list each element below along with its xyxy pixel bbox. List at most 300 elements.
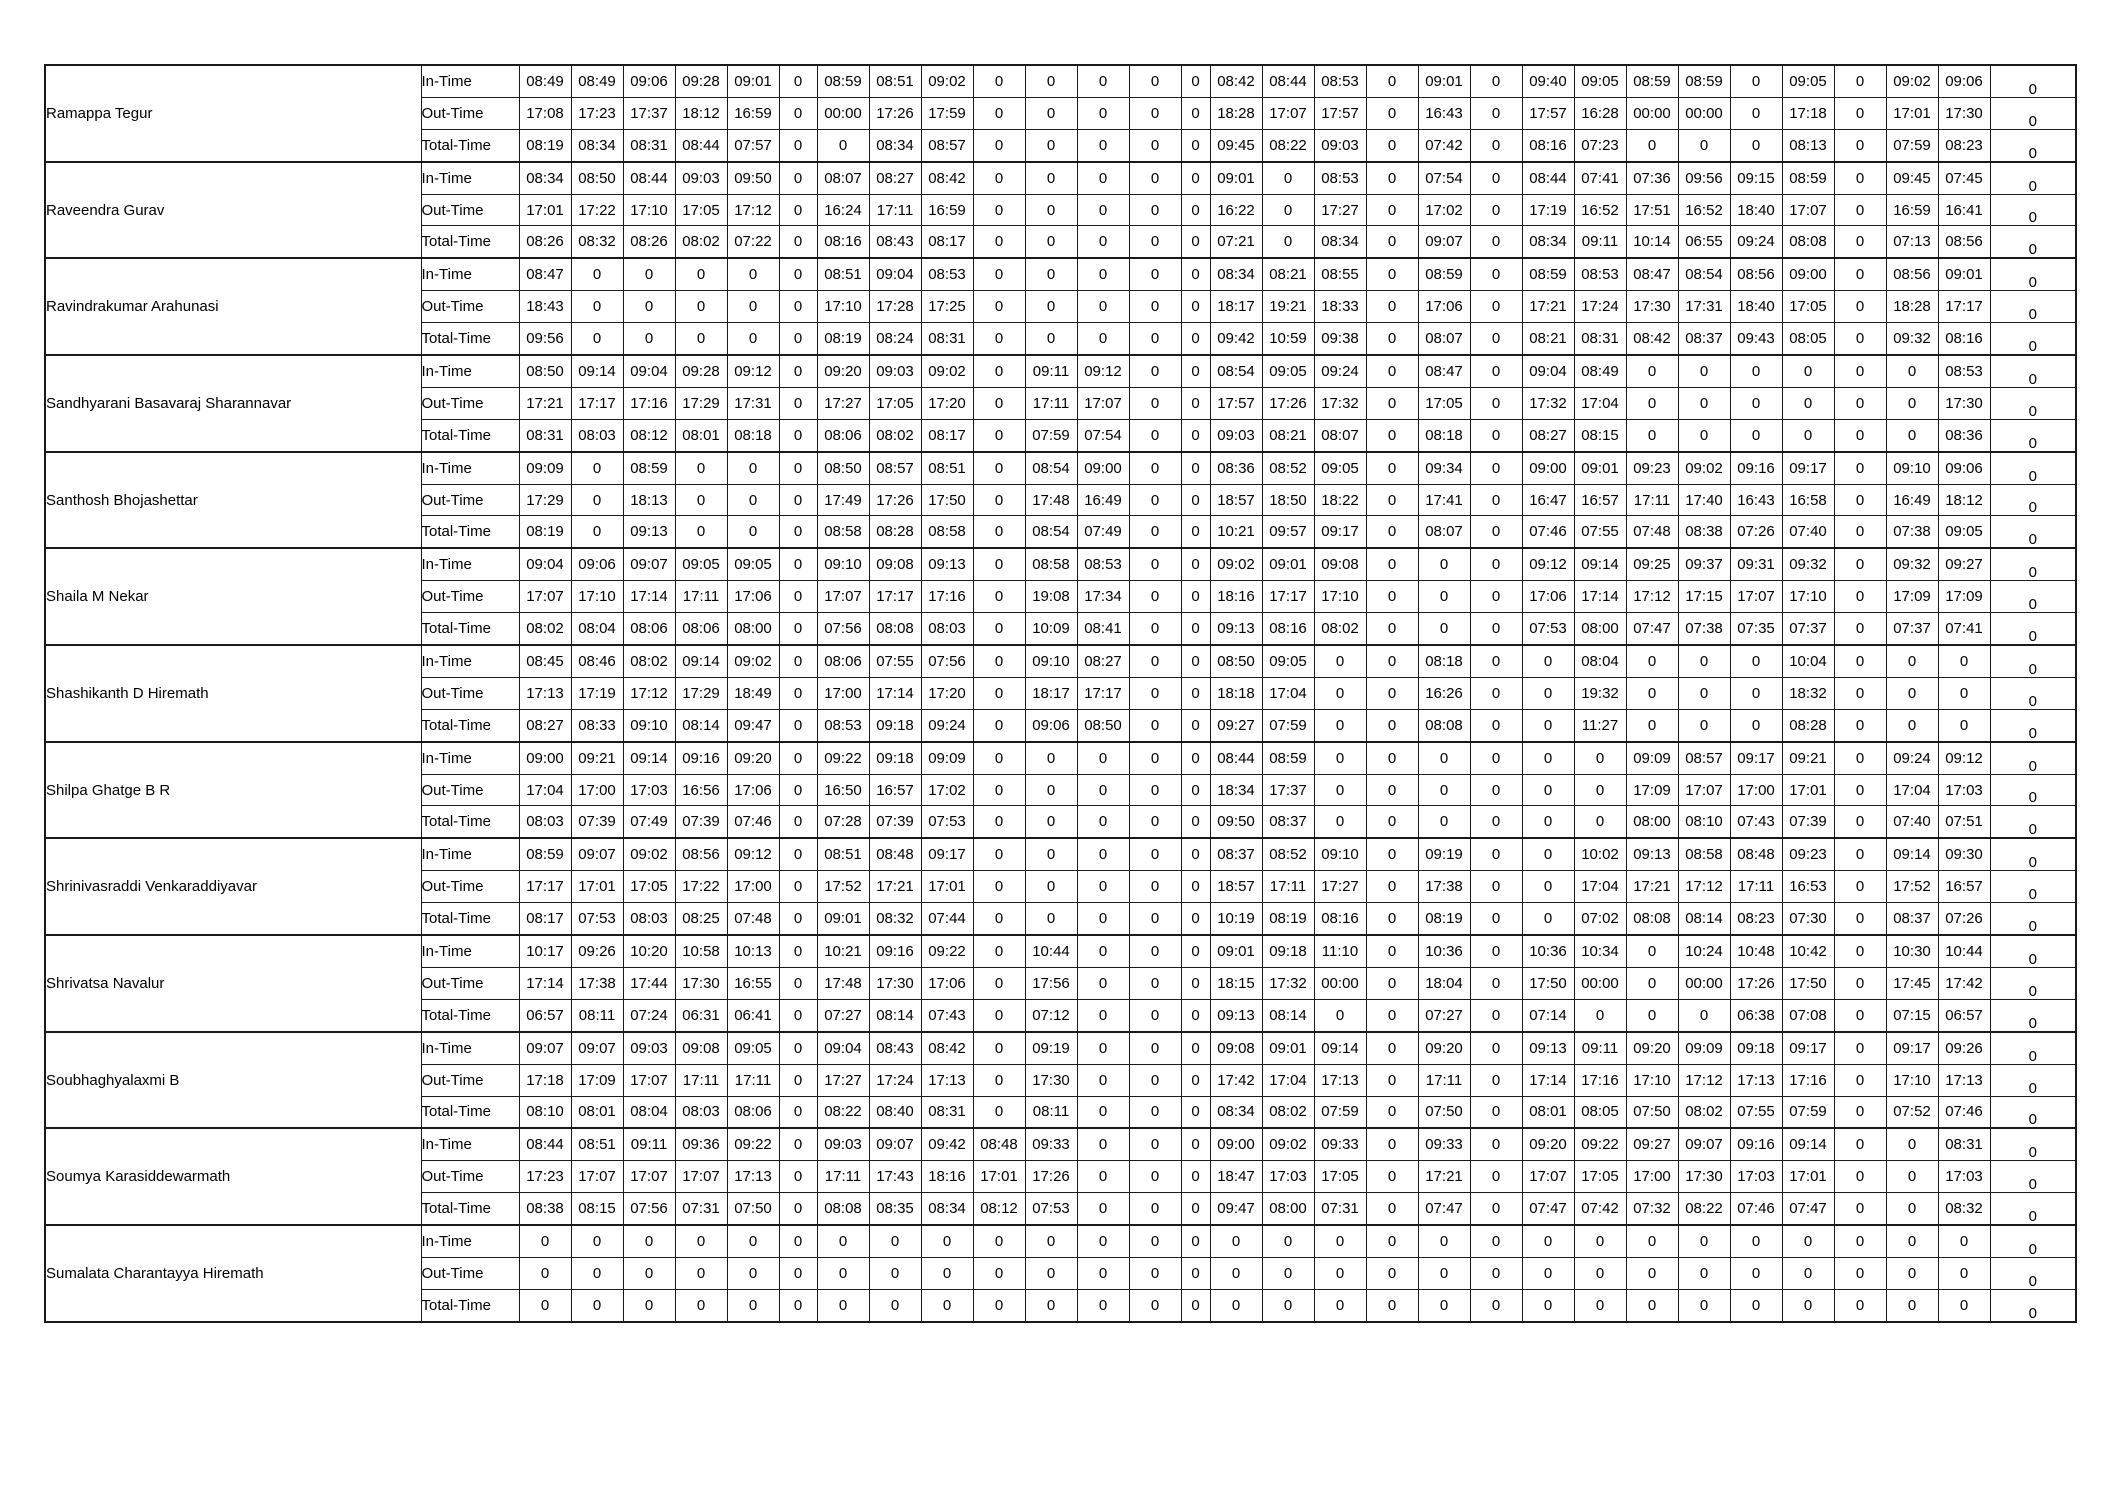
time-cell: 08:06 xyxy=(817,645,869,677)
time-cell: 09:28 xyxy=(675,65,727,97)
time-cell: 0 xyxy=(1181,871,1210,903)
time-cell: 08:31 xyxy=(1938,1128,1990,1160)
time-cell: 0 xyxy=(1834,613,1886,645)
time-cell: 0 xyxy=(1886,1161,1938,1193)
time-cell: 0 xyxy=(519,1289,571,1321)
time-cell: 08:55 xyxy=(1314,258,1366,290)
time-cell: 0 xyxy=(779,935,817,967)
time-cell: 0 xyxy=(779,194,817,226)
time-cell: 0 xyxy=(1262,194,1314,226)
time-cell: 07:14 xyxy=(1522,999,1574,1031)
time-cell: 08:27 xyxy=(519,709,571,741)
time-cell: 18:16 xyxy=(1210,581,1262,613)
time-cell: 10:04 xyxy=(1782,645,1834,677)
time-cell: 09:02 xyxy=(623,838,675,870)
summary-cell: 0 xyxy=(1990,999,2076,1031)
time-cell: 07:43 xyxy=(921,999,973,1031)
time-cell: 16:58 xyxy=(1782,484,1834,516)
time-cell: 08:01 xyxy=(571,1096,623,1128)
time-cell: 0 xyxy=(1129,967,1181,999)
time-cell: 0 xyxy=(1129,645,1181,677)
time-cell: 0 xyxy=(1834,871,1886,903)
time-cell: 09:06 xyxy=(1025,709,1077,741)
time-cell: 0 xyxy=(779,1225,817,1257)
time-cell: 10:44 xyxy=(1025,935,1077,967)
time-cell: 0 xyxy=(1129,162,1181,194)
time-cell: 09:10 xyxy=(1314,838,1366,870)
time-cell: 0 xyxy=(1782,419,1834,451)
time-cell: 08:10 xyxy=(1678,806,1730,838)
employee-block xyxy=(45,1225,2076,1322)
row-label: Total-Time xyxy=(421,613,519,645)
time-cell: 17:34 xyxy=(1077,581,1129,613)
time-cell: 08:16 xyxy=(1262,613,1314,645)
row-label: Total-Time xyxy=(421,806,519,838)
time-cell: 09:16 xyxy=(1730,452,1782,484)
time-cell: 17:27 xyxy=(1314,194,1366,226)
time-cell: 17:09 xyxy=(1626,774,1678,806)
time-cell: 17:14 xyxy=(1522,1064,1574,1096)
time-cell: 09:03 xyxy=(869,355,921,387)
employee-name-cell: Shaila M Nekar xyxy=(45,548,421,645)
time-cell: 17:11 xyxy=(1730,871,1782,903)
time-cell: 0 xyxy=(1366,742,1418,774)
row-label: In-Time xyxy=(421,258,519,290)
time-cell: 0 xyxy=(1314,774,1366,806)
time-cell: 0 xyxy=(1366,1225,1418,1257)
time-cell: 0 xyxy=(1129,999,1181,1031)
time-cell: 0 xyxy=(1522,903,1574,935)
time-cell: 08:11 xyxy=(571,999,623,1031)
time-cell: 0 xyxy=(973,1096,1025,1128)
time-cell: 08:14 xyxy=(869,999,921,1031)
time-cell: 09:01 xyxy=(1262,1032,1314,1064)
time-cell: 09:17 xyxy=(921,838,973,870)
time-cell: 17:10 xyxy=(1314,581,1366,613)
time-cell: 0 xyxy=(1129,774,1181,806)
time-cell: 08:16 xyxy=(1522,129,1574,161)
time-cell: 17:26 xyxy=(1262,387,1314,419)
time-cell: 17:06 xyxy=(1418,291,1470,323)
time-cell: 09:03 xyxy=(675,162,727,194)
row-label: In-Time xyxy=(421,838,519,870)
time-cell: 0 xyxy=(779,677,817,709)
time-cell: 08:04 xyxy=(623,1096,675,1128)
time-cell: 0 xyxy=(1834,806,1886,838)
time-cell: 17:11 xyxy=(817,1161,869,1193)
time-cell: 08:31 xyxy=(1574,323,1626,355)
time-cell: 0 xyxy=(1470,162,1522,194)
time-cell: 0 xyxy=(571,1257,623,1289)
time-cell: 08:57 xyxy=(921,129,973,161)
time-cell: 0 xyxy=(973,548,1025,580)
time-cell: 10:30 xyxy=(1886,935,1938,967)
time-cell: 0 xyxy=(973,129,1025,161)
time-cell: 08:03 xyxy=(519,806,571,838)
time-cell: 0 xyxy=(1626,709,1678,741)
time-cell: 10:48 xyxy=(1730,935,1782,967)
time-cell: 0 xyxy=(1366,935,1418,967)
time-cell: 08:59 xyxy=(623,452,675,484)
time-cell: 0 xyxy=(1470,677,1522,709)
time-cell: 18:17 xyxy=(1210,291,1262,323)
time-cell: 0 xyxy=(1834,291,1886,323)
time-cell: 10:09 xyxy=(1025,613,1077,645)
time-cell: 07:32 xyxy=(1626,1193,1678,1225)
time-cell: 18:18 xyxy=(1210,677,1262,709)
time-cell: 08:06 xyxy=(727,1096,779,1128)
time-cell: 0 xyxy=(1181,709,1210,741)
time-cell: 08:11 xyxy=(1025,1096,1077,1128)
time-cell: 17:41 xyxy=(1418,484,1470,516)
time-cell: 0 xyxy=(779,548,817,580)
time-cell: 0 xyxy=(779,226,817,258)
time-cell: 07:46 xyxy=(1730,1193,1782,1225)
summary-cell: 0 xyxy=(1990,1161,2076,1193)
time-cell: 0 xyxy=(1077,1064,1129,1096)
time-cell: 0 xyxy=(973,323,1025,355)
time-cell: 07:38 xyxy=(1678,613,1730,645)
time-cell: 09:06 xyxy=(1938,65,1990,97)
time-cell: 0 xyxy=(727,258,779,290)
time-cell: 0 xyxy=(1470,1257,1522,1289)
time-cell: 08:37 xyxy=(1678,323,1730,355)
time-cell: 00:00 xyxy=(1678,97,1730,129)
time-cell: 08:34 xyxy=(1522,226,1574,258)
time-cell: 0 xyxy=(1678,1225,1730,1257)
time-cell: 0 xyxy=(1025,838,1077,870)
time-cell: 0 xyxy=(519,1257,571,1289)
time-cell: 0 xyxy=(1470,581,1522,613)
time-cell: 17:07 xyxy=(623,1161,675,1193)
time-cell: 0 xyxy=(779,581,817,613)
summary-cell: 0 xyxy=(1990,613,2076,645)
time-cell: 09:11 xyxy=(1574,1032,1626,1064)
time-cell: 08:16 xyxy=(1314,903,1366,935)
time-cell: 0 xyxy=(1470,613,1522,645)
time-cell: 08:34 xyxy=(921,1193,973,1225)
time-cell: 0 xyxy=(779,65,817,97)
time-cell: 0 xyxy=(571,516,623,548)
time-cell: 17:52 xyxy=(1886,871,1938,903)
time-cell: 0 xyxy=(1470,548,1522,580)
time-cell: 08:23 xyxy=(1938,129,1990,161)
time-cell: 0 xyxy=(727,291,779,323)
time-cell: 08:53 xyxy=(817,709,869,741)
time-cell: 0 xyxy=(1678,1289,1730,1321)
time-cell: 07:46 xyxy=(1522,516,1574,548)
time-cell: 0 xyxy=(1077,129,1129,161)
time-cell: 09:01 xyxy=(1574,452,1626,484)
summary-cell: 0 xyxy=(1990,97,2076,129)
row-label: Out-Time xyxy=(421,291,519,323)
employee-block xyxy=(45,645,2076,742)
time-cell: 08:22 xyxy=(1678,1193,1730,1225)
employee-name-cell: Soubhaghyalaxmi B xyxy=(45,1032,421,1129)
time-cell: 17:11 xyxy=(1418,1064,1470,1096)
time-cell: 0 xyxy=(1626,935,1678,967)
time-cell: 09:04 xyxy=(1522,355,1574,387)
time-cell: 17:05 xyxy=(1314,1161,1366,1193)
time-cell: 17:32 xyxy=(1522,387,1574,419)
row-label: In-Time xyxy=(421,452,519,484)
time-cell: 17:32 xyxy=(1262,967,1314,999)
summary-cell: 0 xyxy=(1990,419,2076,451)
time-cell: 09:08 xyxy=(1314,548,1366,580)
time-cell: 17:07 xyxy=(1730,581,1782,613)
time-cell: 0 xyxy=(1181,967,1210,999)
time-cell: 0 xyxy=(1129,387,1181,419)
row-label: Out-Time xyxy=(421,194,519,226)
time-cell: 17:03 xyxy=(1262,1161,1314,1193)
time-cell: 09:18 xyxy=(1730,1032,1782,1064)
time-cell: 07:26 xyxy=(1730,516,1782,548)
time-cell: 18:57 xyxy=(1210,871,1262,903)
time-cell: 09:25 xyxy=(1626,548,1678,580)
time-cell: 0 xyxy=(1730,65,1782,97)
time-cell: 0 xyxy=(779,484,817,516)
time-cell: 07:50 xyxy=(1626,1096,1678,1128)
time-cell: 09:32 xyxy=(1886,323,1938,355)
time-cell: 0 xyxy=(1129,548,1181,580)
time-cell: 09:56 xyxy=(1678,162,1730,194)
employee-block xyxy=(45,452,2076,549)
time-cell: 0 xyxy=(973,419,1025,451)
time-cell: 09:14 xyxy=(571,355,623,387)
time-cell: 0 xyxy=(1077,65,1129,97)
time-cell: 0 xyxy=(1834,645,1886,677)
time-cell: 07:23 xyxy=(1574,129,1626,161)
time-cell: 19:32 xyxy=(1574,677,1626,709)
time-cell: 17:10 xyxy=(1886,1064,1938,1096)
time-cell: 08:49 xyxy=(571,65,623,97)
time-cell: 09:26 xyxy=(571,935,623,967)
time-cell: 0 xyxy=(1366,65,1418,97)
time-cell: 0 xyxy=(973,258,1025,290)
time-cell: 17:04 xyxy=(519,774,571,806)
time-cell: 09:05 xyxy=(1314,452,1366,484)
time-cell: 0 xyxy=(779,1289,817,1321)
time-cell: 0 xyxy=(1129,452,1181,484)
time-cell: 0 xyxy=(1366,355,1418,387)
time-cell: 00:00 xyxy=(817,97,869,129)
time-cell: 08:59 xyxy=(1678,65,1730,97)
time-cell: 17:11 xyxy=(675,581,727,613)
time-cell: 07:56 xyxy=(921,645,973,677)
time-cell: 17:22 xyxy=(571,194,623,226)
time-cell: 17:05 xyxy=(1418,387,1470,419)
time-cell: 09:20 xyxy=(817,355,869,387)
row-label: In-Time xyxy=(421,162,519,194)
time-cell: 17:09 xyxy=(1886,581,1938,613)
time-cell: 0 xyxy=(1129,677,1181,709)
time-cell: 0 xyxy=(1678,677,1730,709)
time-cell: 17:05 xyxy=(675,194,727,226)
table-row xyxy=(45,1128,2076,1160)
time-cell: 09:16 xyxy=(675,742,727,774)
time-cell: 08:05 xyxy=(1782,323,1834,355)
time-cell: 0 xyxy=(1181,1161,1210,1193)
time-cell: 0 xyxy=(1181,129,1210,161)
time-cell: 17:10 xyxy=(817,291,869,323)
time-cell: 08:50 xyxy=(571,162,623,194)
time-cell: 08:14 xyxy=(675,709,727,741)
time-cell: 09:17 xyxy=(1886,1032,1938,1064)
time-cell: 0 xyxy=(1366,258,1418,290)
time-cell: 0 xyxy=(1834,1032,1886,1064)
time-cell: 09:38 xyxy=(1314,323,1366,355)
row-label: Total-Time xyxy=(421,999,519,1031)
time-cell: 09:13 xyxy=(921,548,973,580)
time-cell: 0 xyxy=(1574,1289,1626,1321)
time-cell: 0 xyxy=(623,1225,675,1257)
time-cell: 0 xyxy=(1314,677,1366,709)
time-cell: 08:19 xyxy=(519,516,571,548)
time-cell: 08:56 xyxy=(1886,258,1938,290)
time-cell: 08:58 xyxy=(817,516,869,548)
time-cell: 0 xyxy=(1834,774,1886,806)
time-cell: 09:23 xyxy=(1626,452,1678,484)
time-cell: 0 xyxy=(1129,1064,1181,1096)
time-cell: 08:12 xyxy=(623,419,675,451)
time-cell: 09:21 xyxy=(1782,742,1834,774)
time-cell: 0 xyxy=(1834,1225,1886,1257)
time-cell: 0 xyxy=(1314,709,1366,741)
time-cell: 08:42 xyxy=(921,162,973,194)
time-cell: 0 xyxy=(1129,1096,1181,1128)
time-cell: 0 xyxy=(1210,1257,1262,1289)
time-cell: 17:03 xyxy=(1938,774,1990,806)
time-cell: 09:03 xyxy=(1210,419,1262,451)
time-cell: 0 xyxy=(675,1289,727,1321)
time-cell: 0 xyxy=(1834,226,1886,258)
time-cell: 08:53 xyxy=(921,258,973,290)
time-cell: 08:23 xyxy=(1730,903,1782,935)
time-cell: 0 xyxy=(1025,1225,1077,1257)
time-cell: 0 xyxy=(1886,355,1938,387)
time-cell: 0 xyxy=(1678,387,1730,419)
time-cell: 0 xyxy=(1366,1289,1418,1321)
time-cell: 08:18 xyxy=(1418,645,1470,677)
time-cell: 0 xyxy=(1834,935,1886,967)
time-cell: 0 xyxy=(1470,226,1522,258)
time-cell: 0 xyxy=(1025,194,1077,226)
time-cell: 0 xyxy=(1730,677,1782,709)
time-cell: 17:03 xyxy=(623,774,675,806)
time-cell: 0 xyxy=(1129,1257,1181,1289)
time-cell: 0 xyxy=(1077,1225,1129,1257)
time-cell: 0 xyxy=(1938,709,1990,741)
time-cell: 0 xyxy=(1025,97,1077,129)
time-cell: 0 xyxy=(571,452,623,484)
time-cell: 17:27 xyxy=(817,1064,869,1096)
table-row xyxy=(45,355,2076,387)
time-cell: 08:43 xyxy=(869,1032,921,1064)
time-cell: 0 xyxy=(779,516,817,548)
row-label: In-Time xyxy=(421,355,519,387)
time-cell: 0 xyxy=(1938,677,1990,709)
time-cell: 07:59 xyxy=(1782,1096,1834,1128)
time-cell: 0 xyxy=(1470,65,1522,97)
time-cell: 17:00 xyxy=(727,871,779,903)
time-cell: 17:49 xyxy=(817,484,869,516)
time-cell: 0 xyxy=(1262,1257,1314,1289)
time-cell: 0 xyxy=(1834,999,1886,1031)
time-cell: 0 xyxy=(571,1225,623,1257)
summary-cell: 0 xyxy=(1990,903,2076,935)
time-cell: 10:42 xyxy=(1782,935,1834,967)
time-cell: 08:19 xyxy=(817,323,869,355)
time-cell: 07:37 xyxy=(1886,613,1938,645)
employee-block xyxy=(45,1128,2076,1225)
time-cell: 0 xyxy=(779,1096,817,1128)
time-cell: 17:57 xyxy=(1210,387,1262,419)
time-cell: 08:58 xyxy=(1025,548,1077,580)
time-cell: 0 xyxy=(1181,484,1210,516)
time-cell: 08:27 xyxy=(1522,419,1574,451)
time-cell: 0 xyxy=(1129,1193,1181,1225)
employee-block xyxy=(45,838,2076,935)
time-cell: 0 xyxy=(973,452,1025,484)
table-row xyxy=(45,1032,2076,1064)
time-cell: 17:52 xyxy=(817,871,869,903)
time-cell: 0 xyxy=(1025,774,1077,806)
time-cell: 0 xyxy=(1470,709,1522,741)
time-cell: 0 xyxy=(1129,581,1181,613)
time-cell: 0 xyxy=(727,1257,779,1289)
time-cell: 09:56 xyxy=(519,323,571,355)
time-cell: 0 xyxy=(1470,999,1522,1031)
time-cell: 18:12 xyxy=(1938,484,1990,516)
time-cell: 08:48 xyxy=(869,838,921,870)
time-cell: 0 xyxy=(1366,1193,1418,1225)
time-cell: 08:38 xyxy=(1678,516,1730,548)
time-cell: 0 xyxy=(1678,645,1730,677)
time-cell: 0 xyxy=(779,742,817,774)
time-cell: 07:36 xyxy=(1626,162,1678,194)
time-cell: 0 xyxy=(779,162,817,194)
time-cell: 08:16 xyxy=(817,226,869,258)
time-cell: 17:04 xyxy=(1574,871,1626,903)
time-cell: 0 xyxy=(779,838,817,870)
time-cell: 0 xyxy=(779,903,817,935)
time-cell: 0 xyxy=(1366,419,1418,451)
time-cell: 09:20 xyxy=(727,742,779,774)
time-cell: 09:13 xyxy=(623,516,675,548)
time-cell: 0 xyxy=(1314,1257,1366,1289)
time-cell: 17:09 xyxy=(1938,581,1990,613)
time-cell: 09:12 xyxy=(727,355,779,387)
time-cell: 09:34 xyxy=(1418,452,1470,484)
table-row xyxy=(45,1225,2076,1257)
time-cell: 0 xyxy=(1834,129,1886,161)
time-cell: 09:27 xyxy=(1938,548,1990,580)
time-cell: 07:47 xyxy=(1522,1193,1574,1225)
time-cell: 09:20 xyxy=(1626,1032,1678,1064)
time-cell: 0 xyxy=(1678,419,1730,451)
time-cell: 07:15 xyxy=(1886,999,1938,1031)
time-cell: 17:26 xyxy=(869,97,921,129)
time-cell: 08:18 xyxy=(1418,419,1470,451)
time-cell: 17:32 xyxy=(1314,387,1366,419)
time-cell: 16:56 xyxy=(675,774,727,806)
time-cell: 0 xyxy=(1626,645,1678,677)
time-cell: 07:39 xyxy=(1782,806,1834,838)
time-cell: 07:55 xyxy=(869,645,921,677)
time-cell: 17:21 xyxy=(1522,291,1574,323)
time-cell: 0 xyxy=(1834,1128,1886,1160)
row-label: In-Time xyxy=(421,1032,519,1064)
